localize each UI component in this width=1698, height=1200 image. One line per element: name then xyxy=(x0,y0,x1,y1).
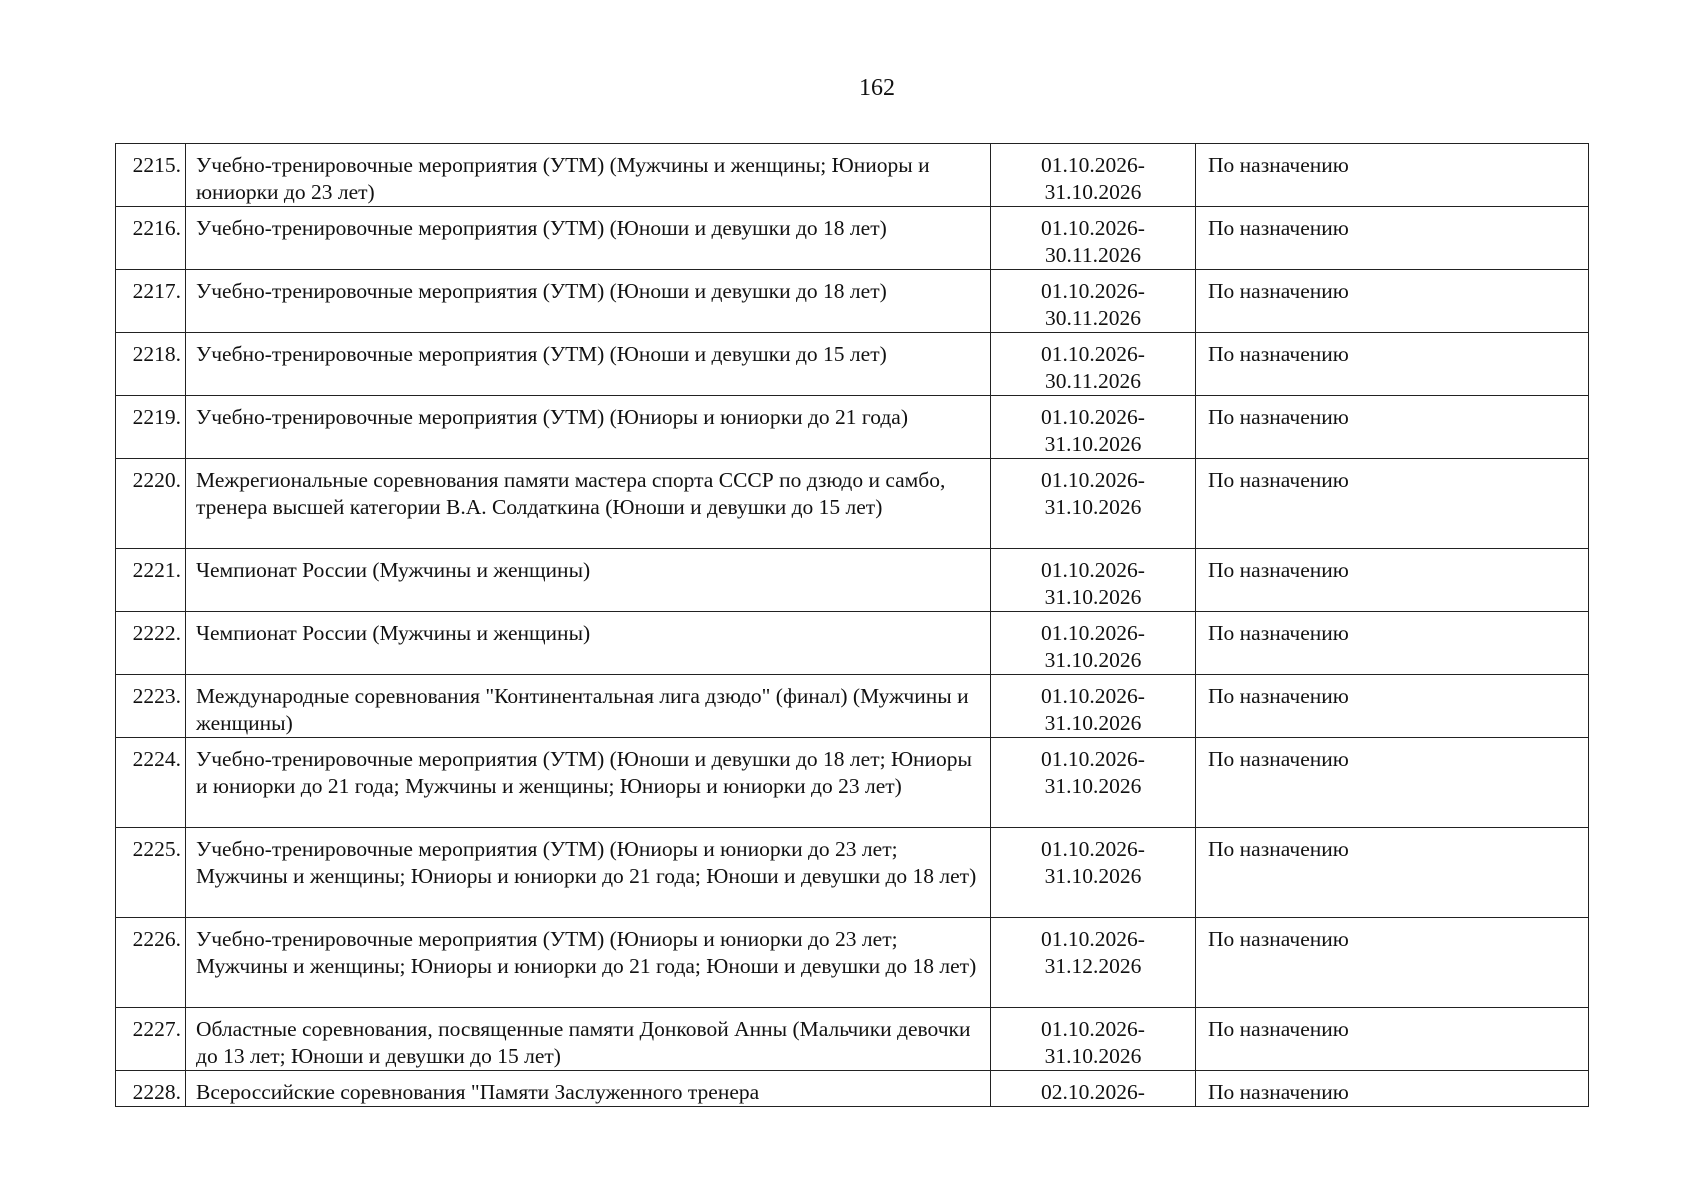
table-row xyxy=(116,144,1589,207)
event-place: По назначению xyxy=(1196,144,1589,207)
event-place: По назначению xyxy=(1196,612,1589,675)
table-row xyxy=(116,918,1589,1008)
event-name: Учебно-тренировочные мероприятия (УТМ) (Юноши и девушки до 18 лет) xyxy=(186,270,991,333)
event-dates xyxy=(991,738,1196,828)
event-dates xyxy=(991,396,1196,459)
row-number: 2219. xyxy=(116,396,186,459)
row-number: 2224. xyxy=(116,738,186,828)
row-number: 2222. xyxy=(116,612,186,675)
date-start: 01.10.2026- xyxy=(1041,837,1145,861)
row-number: 2227. xyxy=(116,1008,186,1071)
row-number: 2220. xyxy=(116,459,186,549)
date-start: 01.10.2026- xyxy=(1041,684,1145,708)
date-start: 01.10.2026- xyxy=(1041,468,1145,492)
date-start: 01.10.2026- xyxy=(1041,621,1145,645)
date-end: 31.10.2026 xyxy=(1044,1044,1142,1068)
event-name: Международные соревнования "Континентальная лига дзюдо" (финал) (Мужчины и женщины) xyxy=(186,675,991,738)
event-name: Учебно-тренировочные мероприятия (УТМ) (Юниоры и юниорки до 23 лет; Мужчины и женщины; Юниоры и юниорки до 21 года; Юноши и девушки до 18 лет) xyxy=(186,828,991,918)
event-dates xyxy=(991,612,1196,675)
event-place: По назначению xyxy=(1196,459,1589,549)
event-place: По назначению xyxy=(1196,333,1589,396)
table-row xyxy=(116,207,1589,270)
event-place: По назначению xyxy=(1196,270,1589,333)
table-row xyxy=(116,738,1589,828)
event-name: Учебно-тренировочные мероприятия (УТМ) (Юноши и девушки до 18 лет; Юниоры и юниорки до 21 года; Мужчины и женщины; Юниоры и юниорки до 23 лет) xyxy=(186,738,991,828)
event-dates xyxy=(991,459,1196,549)
event-place: По назначению xyxy=(1196,1008,1589,1071)
date-end: 30.11.2026 xyxy=(1045,369,1141,393)
date-end: 30.11.2026 xyxy=(1045,306,1141,330)
event-dates xyxy=(991,333,1196,396)
date-start: 01.10.2026- xyxy=(1041,153,1145,177)
event-place: По назначению xyxy=(1196,1071,1589,1107)
date-end: 31.10.2026 xyxy=(1044,648,1142,672)
date-end: 31.12.2026 xyxy=(1044,954,1142,978)
table-row xyxy=(116,828,1589,918)
table-row xyxy=(116,675,1589,738)
event-dates xyxy=(991,828,1196,918)
date-end: 31.10.2026 xyxy=(1044,864,1142,888)
event-dates xyxy=(991,1008,1196,1071)
event-place: По назначению xyxy=(1196,828,1589,918)
event-dates xyxy=(991,549,1196,612)
date-end: 31.10.2026 xyxy=(1044,432,1142,456)
date-start: 01.10.2026- xyxy=(1041,216,1145,240)
page-number: 162 xyxy=(859,75,895,101)
event-dates xyxy=(991,1071,1196,1107)
date-end: 31.10.2026 xyxy=(1044,711,1142,735)
table-row xyxy=(116,1071,1589,1107)
event-name: Учебно-тренировочные мероприятия (УТМ) (Юниоры и юниорки до 23 лет; Мужчины и женщины; Юниоры и юниорки до 21 года; Юноши и девушки до 18 лет) xyxy=(186,918,991,1008)
event-place: По назначению xyxy=(1196,207,1589,270)
date-start: 01.10.2026- xyxy=(1041,342,1145,366)
event-dates xyxy=(991,675,1196,738)
events-table xyxy=(115,143,1589,1107)
date-end: 30.11.2026 xyxy=(1045,243,1141,267)
row-number: 2215. xyxy=(116,144,186,207)
table-row xyxy=(116,459,1589,549)
event-place: По назначению xyxy=(1196,738,1589,828)
event-dates xyxy=(991,270,1196,333)
event-place: По назначению xyxy=(1196,675,1589,738)
event-name: Всероссийские соревнования "Памяти Заслуженного тренера xyxy=(186,1071,991,1107)
event-name: Учебно-тренировочные мероприятия (УТМ) (Юноши и девушки до 15 лет) xyxy=(186,333,991,396)
row-number: 2217. xyxy=(116,270,186,333)
row-number: 2223. xyxy=(116,675,186,738)
row-number: 2226. xyxy=(116,918,186,1008)
table-row xyxy=(116,270,1589,333)
row-number: 2225. xyxy=(116,828,186,918)
event-name: Учебно-тренировочные мероприятия (УТМ) (Юноши и девушки до 18 лет) xyxy=(186,207,991,270)
table-row xyxy=(116,612,1589,675)
date-start: 01.10.2026- xyxy=(1041,558,1145,582)
table-row xyxy=(116,396,1589,459)
event-name: Чемпионат России (Мужчины и женщины) xyxy=(186,612,991,675)
event-place: По назначению xyxy=(1196,396,1589,459)
date-start: 01.10.2026- xyxy=(1041,747,1145,771)
event-name: Учебно-тренировочные мероприятия (УТМ) (Юниоры и юниорки до 21 года) xyxy=(186,396,991,459)
row-number: 2221. xyxy=(116,549,186,612)
date-start: 02.10.2026- xyxy=(1041,1080,1145,1104)
date-end: 31.10.2026 xyxy=(1044,774,1142,798)
event-name: Областные соревнования, посвященные памяти Донковой Анны (Мальчики девочки до 13 лет; Юноши и девушки до 15 лет) xyxy=(186,1008,991,1071)
event-dates xyxy=(991,918,1196,1008)
event-name: Чемпионат России (Мужчины и женщины) xyxy=(186,549,991,612)
date-end: 31.10.2026 xyxy=(1044,495,1142,519)
table-row xyxy=(116,549,1589,612)
row-number: 2216. xyxy=(116,207,186,270)
row-number: 2218. xyxy=(116,333,186,396)
row-number: 2228. xyxy=(116,1071,186,1107)
event-dates xyxy=(991,144,1196,207)
date-start: 01.10.2026- xyxy=(1041,405,1145,429)
event-place: По назначению xyxy=(1196,549,1589,612)
date-end: 31.10.2026 xyxy=(1044,180,1142,204)
event-place: По назначению xyxy=(1196,918,1589,1008)
date-end: 31.10.2026 xyxy=(1044,585,1142,609)
date-start: 01.10.2026- xyxy=(1041,279,1145,303)
date-start: 01.10.2026- xyxy=(1041,1017,1145,1041)
table-row xyxy=(116,1008,1589,1071)
table-row xyxy=(116,333,1589,396)
event-name: Учебно-тренировочные мероприятия (УТМ) (Мужчины и женщины; Юниоры и юниорки до 23 лет) xyxy=(186,144,991,207)
event-dates xyxy=(991,207,1196,270)
event-name: Межрегиональные соревнования памяти мастера спорта СССР по дзюдо и самбо, тренера высшей категории В.А. Солдаткина (Юноши и девушки до 15 лет) xyxy=(186,459,991,549)
date-start: 01.10.2026- xyxy=(1041,927,1145,951)
